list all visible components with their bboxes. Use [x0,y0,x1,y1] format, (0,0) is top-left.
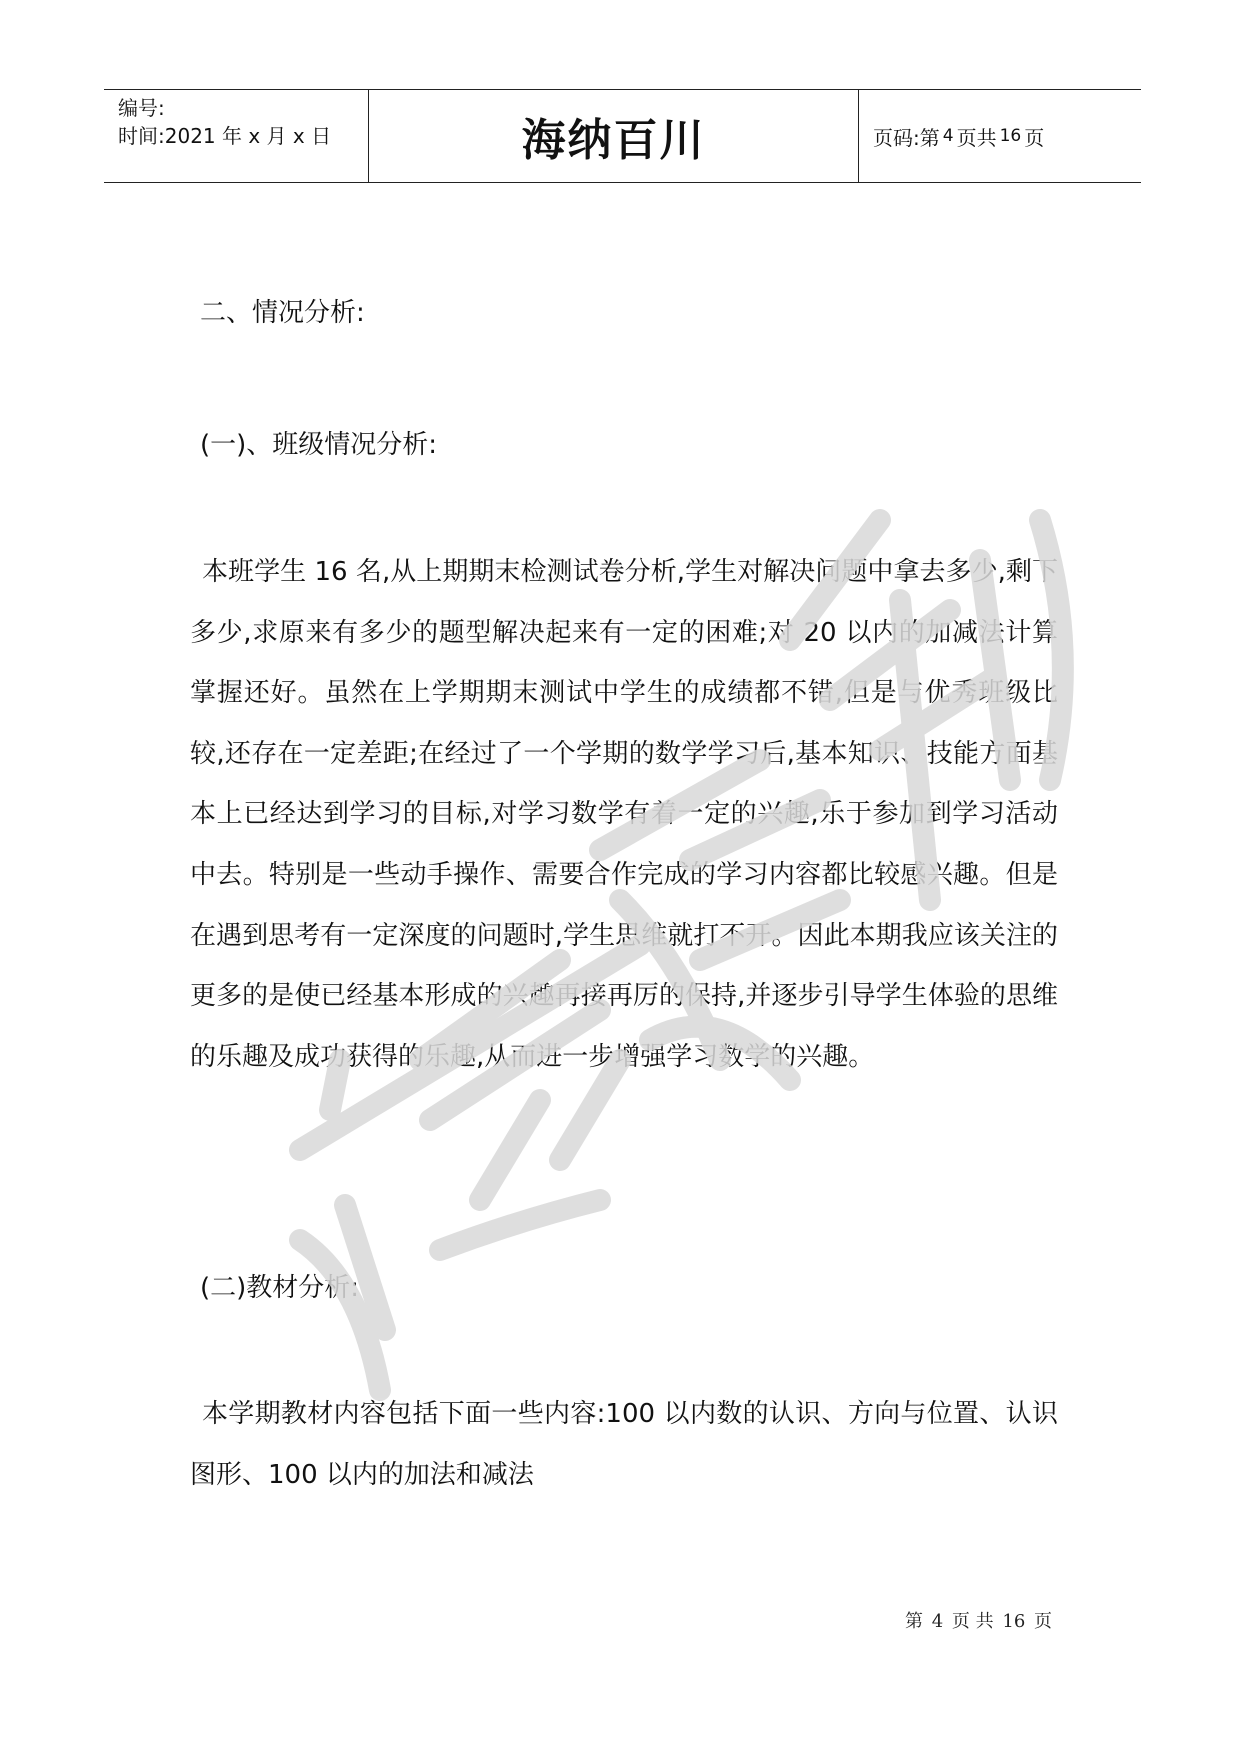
footer-suffix: 页 [1034,1611,1053,1632]
time-line [118,122,368,150]
page-total: 16 [999,126,1022,146]
page-current: 4 [942,126,954,146]
footer-total: 16 [1002,1611,1026,1632]
page-suffix: 页 [1024,125,1045,150]
time-value: 2021 年 x 月 x 日 [164,124,332,148]
footer-page-number [905,1607,1052,1633]
footer-prefix: 第 [905,1611,923,1632]
header-brand-cell [369,90,859,182]
textbook-analysis-paragraph: 本学期教材内容包括下面一些内容:100 以内数的认识、方向与位置、认识图形、100 以内的加法和减法 [190,1399,1058,1490]
brand-title: 海纳百川 [521,115,706,166]
header-page-cell [859,90,1141,182]
class-analysis-paragraph: 本班学生 16 名,从上期期末检测试卷分析,学生对解决问题中拿去多少,剩下多少,求原来有多少的题型解决起来有一定的困难;对 20 以内的加减法计算掌握还好。虽然在上学期期末测试中学生的成绩都不错,但是与优秀班级比较,还存在一定差距;在经过了一个学期的数学学习后,基本知识、技能方面基本上已经达到学习的目标,对学习数学有着一定的兴趣,乐于参加到学习活动中去。特别是一些动手操作、需要合作完成的学习内容都比较感兴趣。但是在遇到思考有一定深度的问题时,学生思维就打不开。因此本期我应该关注的更多的是使已经基本形成的兴趣再接再厉的保持,并逐步引导学生体验的思维的乐趣及成功获得的乐趣,从而进一步增强学习数学的兴趣。 [190,557,1059,1072]
section-title: 二、情况分析: [200,298,365,328]
subsection-title-class: (一)、班级情况分析: [200,430,438,460]
time-label: 时间: [118,124,165,148]
subsection-title-textbook: (二)教材分析: [200,1273,360,1303]
document-header [104,89,1141,183]
footer-current: 4 [931,1611,944,1632]
header-meta-cell [104,90,369,182]
serial-label: 编号: [118,96,165,120]
footer-mid: 页 共 [951,1611,994,1632]
page-mid: 页共 [956,125,997,150]
page-label: 页码:第 [873,125,940,150]
